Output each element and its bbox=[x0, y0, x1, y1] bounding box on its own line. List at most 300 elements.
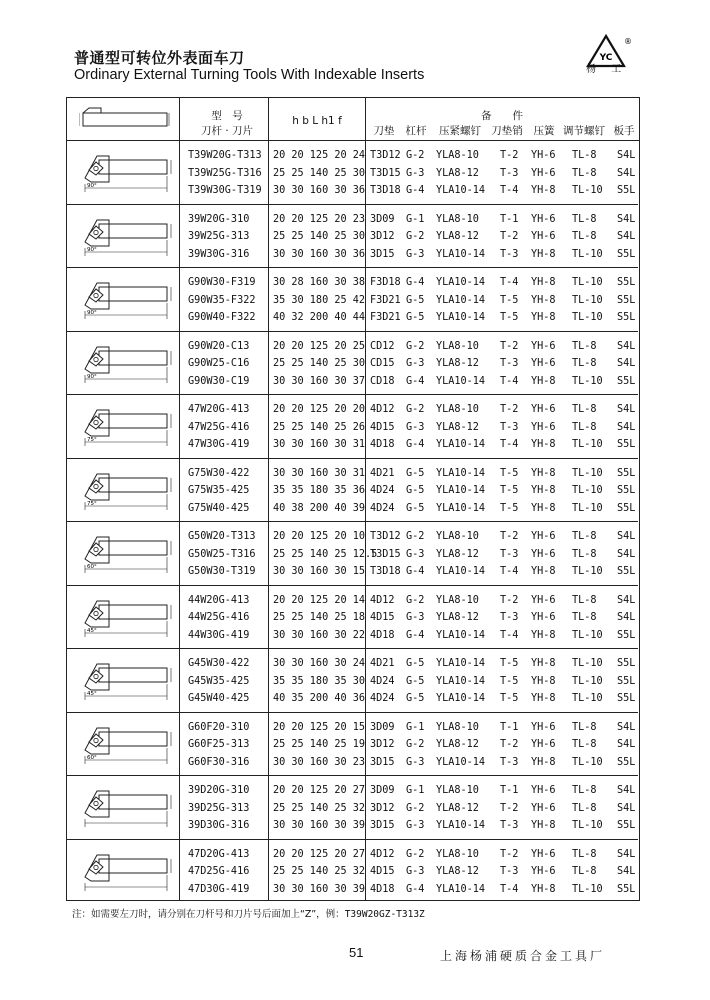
table-row bbox=[67, 312, 638, 329]
clamp-screw-cell: YLA8-10 bbox=[436, 594, 479, 606]
wrench-cell: S4L bbox=[617, 739, 636, 750]
model-cell: 47W25G-416 bbox=[188, 421, 250, 433]
model-cell: G90W20-C13 bbox=[188, 340, 250, 352]
header-col-wrench: 板手 bbox=[613, 125, 635, 137]
lever-cell: G-4 bbox=[406, 629, 425, 641]
pad-cell: CD15 bbox=[370, 358, 395, 369]
dimensions-cell: 20 20 125 20 27 bbox=[273, 785, 366, 796]
wrench-cell: S4L bbox=[617, 531, 636, 542]
pad-cell: T3D12 bbox=[370, 150, 401, 161]
pad-pin-cell: T-2 bbox=[500, 594, 519, 606]
dimensions-cell: 30 30 160 30 37 bbox=[273, 375, 366, 387]
model-cell: 44W20G-413 bbox=[188, 594, 250, 606]
model-cell: G75W35-425 bbox=[188, 485, 250, 496]
table-row bbox=[67, 439, 638, 456]
table-row bbox=[67, 820, 638, 837]
pad-pin-cell: T-1 bbox=[500, 785, 519, 796]
dimensions-cell: 25 25 140 25 30 bbox=[273, 231, 366, 242]
header-col-screw: 压紧螺钉 bbox=[439, 125, 481, 137]
spring-cell: YH-8 bbox=[531, 820, 556, 831]
product-table bbox=[66, 97, 640, 901]
dimensions-cell: 20 20 125 20 24 bbox=[273, 150, 366, 161]
dimensions-cell: 40 32 200 40 44 bbox=[273, 312, 366, 323]
svg-text:90°: 90° bbox=[87, 373, 97, 380]
adjust-screw-cell: TL-10 bbox=[572, 658, 603, 669]
lever-cell: G-3 bbox=[406, 820, 425, 831]
dimensions-cell: 30 30 160 30 22 bbox=[273, 629, 366, 641]
lever-cell: G-4 bbox=[406, 439, 425, 450]
adjust-screw-cell: TL-8 bbox=[572, 404, 597, 415]
table-row bbox=[67, 785, 638, 802]
lever-cell: G-5 bbox=[406, 312, 425, 323]
lever-cell: G-2 bbox=[406, 848, 425, 860]
clamp-screw-cell: YLA10-14 bbox=[436, 693, 486, 704]
pad-cell: 4D21 bbox=[370, 658, 395, 669]
clamp-screw-cell: YLA10-14 bbox=[436, 675, 486, 687]
lever-cell: G-5 bbox=[406, 693, 425, 704]
model-cell: 47D25G-416 bbox=[188, 866, 250, 877]
adjust-screw-cell: TL-8 bbox=[572, 866, 597, 877]
model-cell: G90W30-C19 bbox=[188, 375, 250, 387]
wrench-cell: S5L bbox=[617, 693, 636, 704]
lever-cell: G-4 bbox=[406, 185, 425, 196]
table-row bbox=[67, 739, 638, 756]
pad-cell: CD18 bbox=[370, 375, 395, 387]
pad-pin-cell: T-2 bbox=[500, 531, 519, 542]
table-row bbox=[67, 422, 638, 439]
dimensions-cell: 35 35 180 35 36 bbox=[273, 485, 366, 496]
dimensions-cell: 30 30 160 30 31 bbox=[273, 467, 366, 479]
svg-text:YC: YC bbox=[599, 53, 613, 63]
header-dims: h b L h1 f bbox=[292, 115, 342, 127]
spring-cell: YH-8 bbox=[531, 294, 556, 306]
clamp-screw-cell: YLA10-14 bbox=[436, 277, 486, 288]
wrench-cell: S4L bbox=[617, 213, 636, 225]
pad-pin-cell: T-4 bbox=[500, 883, 519, 895]
adjust-screw-cell: TL-10 bbox=[572, 756, 603, 768]
clamp-screw-cell: YLA8-10 bbox=[436, 721, 479, 733]
pad-cell: 3D09 bbox=[370, 721, 395, 733]
model-cell: 44W25G-416 bbox=[188, 612, 250, 623]
wrench-cell: S4L bbox=[617, 548, 636, 560]
model-cell: 44W30G-419 bbox=[188, 629, 250, 641]
adjust-screw-cell: TL-10 bbox=[572, 675, 603, 687]
adjust-screw-cell: TL-10 bbox=[572, 693, 603, 704]
lever-cell: G-4 bbox=[406, 566, 425, 577]
svg-text:90°: 90° bbox=[87, 310, 97, 316]
clamp-screw-cell: YLA8-12 bbox=[436, 421, 479, 433]
spring-cell: YH-8 bbox=[531, 439, 556, 450]
spring-cell: YH-6 bbox=[531, 594, 556, 606]
pad-cell: 4D15 bbox=[370, 421, 395, 433]
spring-cell: YH-6 bbox=[531, 785, 556, 796]
tool-group bbox=[67, 521, 638, 585]
tool-group bbox=[67, 712, 638, 776]
tool-group bbox=[67, 394, 638, 458]
svg-text:60°: 60° bbox=[87, 564, 97, 570]
tool-group bbox=[67, 267, 638, 331]
dimensions-cell: 30 30 160 30 39 bbox=[273, 820, 366, 831]
adjust-screw-cell: TL-10 bbox=[572, 485, 603, 496]
spring-cell: YH-6 bbox=[531, 167, 556, 179]
header-parts-label: 备 件 bbox=[481, 110, 523, 122]
wrench-cell: S5L bbox=[617, 439, 636, 450]
adjust-screw-cell: TL-10 bbox=[572, 883, 603, 895]
adjust-screw-cell: TL-10 bbox=[572, 185, 603, 196]
adjust-screw-cell: TL-10 bbox=[572, 375, 603, 387]
table-row bbox=[67, 722, 638, 739]
header-col-spring: 压簧 bbox=[533, 125, 555, 137]
clamp-screw-cell: YLA8-12 bbox=[436, 358, 479, 369]
dimensions-cell: 25 25 140 25 30 bbox=[273, 167, 366, 179]
tool-group bbox=[67, 458, 638, 522]
dimensions-cell: 40 38 200 40 39 bbox=[273, 502, 366, 514]
model-cell: G60F25-313 bbox=[188, 739, 250, 750]
adjust-screw-cell: TL-8 bbox=[572, 421, 597, 433]
pad-cell: 4D15 bbox=[370, 612, 395, 623]
pad-cell: 3D12 bbox=[370, 231, 395, 242]
dimensions-cell: 30 30 160 30 23 bbox=[273, 756, 366, 768]
pad-cell: 3D09 bbox=[370, 213, 395, 225]
page-number: 51 bbox=[349, 945, 364, 960]
clamp-screw-cell: YLA8-10 bbox=[436, 531, 479, 542]
table-row bbox=[67, 468, 638, 485]
model-cell: 39W20G-310 bbox=[188, 213, 250, 225]
adjust-screw-cell: TL-10 bbox=[572, 312, 603, 323]
dimensions-cell: 30 30 160 30 24 bbox=[273, 658, 366, 669]
model-cell: 39W30G-316 bbox=[188, 248, 250, 260]
wrench-cell: S4L bbox=[617, 721, 636, 733]
pad-pin-cell: T-5 bbox=[500, 675, 519, 687]
pad-pin-cell: T-1 bbox=[500, 721, 519, 733]
dimensions-cell: 20 20 125 20 15 bbox=[273, 721, 366, 733]
pad-pin-cell: T-3 bbox=[500, 358, 519, 369]
adjust-screw-cell: TL-8 bbox=[572, 848, 597, 860]
wrench-cell: S4L bbox=[617, 594, 636, 606]
clamp-screw-cell: YLA8-10 bbox=[436, 848, 479, 860]
wrench-cell: S4L bbox=[617, 358, 636, 369]
dimensions-cell: 40 35 200 40 36 bbox=[273, 693, 366, 704]
adjust-screw-cell: TL-8 bbox=[572, 150, 597, 161]
wrench-cell: S4L bbox=[617, 150, 636, 161]
tool-group bbox=[67, 648, 638, 712]
clamp-screw-cell: YLA8-12 bbox=[436, 612, 479, 623]
adjust-screw-cell: TL-8 bbox=[572, 231, 597, 242]
adjust-screw-cell: TL-8 bbox=[572, 358, 597, 369]
adjust-screw-cell: TL-8 bbox=[572, 213, 597, 225]
pad-pin-cell: T-2 bbox=[500, 340, 519, 352]
wrench-cell: S5L bbox=[617, 658, 636, 669]
table-row bbox=[67, 500, 638, 520]
pad-cell: T3D18 bbox=[370, 566, 401, 577]
pad-cell: 3D12 bbox=[370, 802, 395, 814]
lever-cell: G-5 bbox=[406, 658, 425, 669]
lever-cell: G-2 bbox=[406, 150, 425, 161]
pad-pin-cell: T-4 bbox=[500, 439, 519, 450]
wrench-cell: S4L bbox=[617, 848, 636, 860]
clamp-screw-cell: YLA10-14 bbox=[436, 185, 486, 196]
table-row bbox=[67, 754, 638, 774]
spring-cell: YH-6 bbox=[531, 358, 556, 369]
model-cell: G60F30-316 bbox=[188, 756, 250, 768]
svg-text:90°: 90° bbox=[87, 246, 97, 253]
lever-cell: G-1 bbox=[406, 785, 425, 796]
svg-text:45°: 45° bbox=[87, 627, 97, 634]
footnote bbox=[72, 906, 425, 920]
adjust-screw-cell: TL-10 bbox=[572, 502, 603, 514]
lever-cell: G-2 bbox=[406, 231, 425, 242]
clamp-screw-cell: YLA8-12 bbox=[436, 802, 479, 814]
dimensions-cell: 20 20 125 20 27 bbox=[273, 848, 366, 860]
spring-cell: YH-8 bbox=[531, 312, 556, 323]
model-cell: T39W20G-T313 bbox=[188, 150, 262, 161]
pad-pin-cell: T-3 bbox=[500, 756, 519, 768]
dimensions-cell: 25 25 140 25 30 bbox=[273, 358, 366, 369]
table-row bbox=[67, 627, 638, 647]
lever-cell: G-2 bbox=[406, 340, 425, 352]
wrench-cell: S4L bbox=[617, 404, 636, 415]
pad-pin-cell: T-4 bbox=[500, 277, 519, 288]
clamp-screw-cell: YLA10-14 bbox=[436, 502, 486, 514]
tool-group bbox=[67, 585, 638, 649]
clamp-screw-cell: YLA8-12 bbox=[436, 739, 479, 750]
adjust-screw-cell: TL-10 bbox=[572, 566, 603, 577]
clamp-screw-cell: YLA10-14 bbox=[436, 294, 486, 306]
adjust-screw-cell: TL-10 bbox=[572, 294, 603, 306]
spring-cell: YH-6 bbox=[531, 421, 556, 433]
spring-cell: YH-6 bbox=[531, 340, 556, 352]
model-cell: G90W35-F322 bbox=[188, 294, 256, 306]
wrench-cell: S5L bbox=[617, 629, 636, 641]
lever-cell: G-2 bbox=[406, 531, 425, 542]
adjust-screw-cell: TL-10 bbox=[572, 467, 603, 479]
pad-pin-cell: T-5 bbox=[500, 658, 519, 669]
clamp-screw-cell: YLA8-10 bbox=[436, 785, 479, 796]
spring-cell: YH-8 bbox=[531, 277, 556, 288]
table-row bbox=[67, 884, 638, 901]
clamp-screw-cell: YLA8-12 bbox=[436, 167, 479, 179]
dimensions-cell: 25 25 140 25 12.5 bbox=[273, 548, 378, 560]
dimensions-cell: 35 30 180 25 42 bbox=[273, 294, 366, 306]
dimensions-cell: 25 25 140 25 18 bbox=[273, 612, 366, 623]
table-row bbox=[67, 531, 638, 548]
footnote-example: T39W20GZ-T313Z bbox=[344, 909, 425, 920]
table-row bbox=[67, 676, 638, 693]
dimensions-cell: 35 35 180 35 30 bbox=[273, 675, 366, 687]
wrench-cell: S4L bbox=[617, 866, 636, 877]
pad-pin-cell: T-5 bbox=[500, 294, 519, 306]
adjust-screw-cell: TL-10 bbox=[572, 820, 603, 831]
dimensions-cell: 30 28 160 30 38 bbox=[273, 277, 366, 288]
wrench-cell: S4L bbox=[617, 612, 636, 623]
wrench-cell: S5L bbox=[617, 485, 636, 496]
spring-cell: YH-6 bbox=[531, 848, 556, 860]
header-col-pin: 刀垫销 bbox=[491, 125, 523, 137]
clamp-screw-cell: YLA10-14 bbox=[436, 485, 486, 496]
pad-pin-cell: T-3 bbox=[500, 167, 519, 179]
pad-pin-cell: T-5 bbox=[500, 485, 519, 496]
pad-pin-cell: T-5 bbox=[500, 312, 519, 323]
spring-cell: YH-6 bbox=[531, 612, 556, 623]
header-col-lever: 杠杆 bbox=[405, 125, 427, 137]
header-type-sub: 刀杆 · 刀片 bbox=[200, 125, 253, 137]
spring-cell: YH-8 bbox=[531, 658, 556, 669]
dimensions-cell: 30 30 160 30 39 bbox=[273, 883, 366, 895]
pad-cell: 4D12 bbox=[370, 594, 395, 606]
adjust-screw-cell: TL-8 bbox=[572, 612, 597, 623]
dimensions-cell: 25 25 140 25 32 bbox=[273, 802, 366, 814]
pad-cell: 4D24 bbox=[370, 693, 395, 704]
adjust-screw-cell: TL-8 bbox=[572, 167, 597, 179]
clamp-screw-cell: YLA8-12 bbox=[436, 231, 479, 242]
pad-cell: 4D15 bbox=[370, 866, 395, 877]
model-cell: G45W35-425 bbox=[188, 675, 250, 687]
spring-cell: YH-8 bbox=[531, 502, 556, 514]
lever-cell: G-4 bbox=[406, 375, 425, 387]
clamp-screw-cell: YLA10-14 bbox=[436, 658, 486, 669]
adjust-screw-cell: TL-8 bbox=[572, 594, 597, 606]
pad-pin-cell: T-2 bbox=[500, 150, 519, 161]
spring-cell: YH-8 bbox=[531, 566, 556, 577]
model-cell: G45W40-425 bbox=[188, 693, 250, 704]
spring-cell: YH-6 bbox=[531, 150, 556, 161]
table-row bbox=[67, 404, 638, 421]
pad-cell: 4D18 bbox=[370, 883, 395, 895]
table-row bbox=[67, 168, 638, 185]
table-row bbox=[67, 214, 638, 231]
wrench-cell: S5L bbox=[617, 312, 636, 323]
pad-cell: T3D15 bbox=[370, 548, 401, 560]
wrench-cell: S5L bbox=[617, 248, 636, 260]
pad-cell: T3D15 bbox=[370, 167, 401, 179]
lever-cell: G-3 bbox=[406, 756, 425, 768]
lever-cell: G-2 bbox=[406, 594, 425, 606]
spring-cell: YH-8 bbox=[531, 629, 556, 641]
pad-cell: T3D18 bbox=[370, 185, 401, 196]
logo-caption: 杨 工 bbox=[586, 64, 628, 75]
table-row bbox=[67, 231, 638, 248]
clamp-screw-cell: YLA10-14 bbox=[436, 883, 486, 895]
adjust-screw-cell: TL-8 bbox=[572, 340, 597, 352]
spring-cell: YH-6 bbox=[531, 231, 556, 242]
pad-pin-cell: T-3 bbox=[500, 248, 519, 260]
clamp-screw-cell: YLA8-10 bbox=[436, 404, 479, 415]
lever-cell: G-3 bbox=[406, 548, 425, 560]
pad-cell: 4D24 bbox=[370, 675, 395, 687]
pad-pin-cell: T-5 bbox=[500, 467, 519, 479]
clamp-screw-cell: YLA10-14 bbox=[436, 312, 486, 323]
spring-cell: YH-8 bbox=[531, 756, 556, 768]
lever-cell: G-5 bbox=[406, 467, 425, 479]
lever-cell: G-5 bbox=[406, 294, 425, 306]
clamp-screw-cell: YLA10-14 bbox=[436, 756, 486, 768]
svg-text:75°: 75° bbox=[87, 437, 97, 443]
pad-pin-cell: T-2 bbox=[500, 404, 519, 415]
lever-cell: G-2 bbox=[406, 404, 425, 415]
spring-cell: YH-6 bbox=[531, 213, 556, 225]
table-row bbox=[67, 612, 638, 629]
model-cell: 47W30G-419 bbox=[188, 439, 250, 450]
table-row bbox=[67, 373, 638, 393]
header-col-pad: 刀垫 bbox=[373, 125, 395, 137]
wrench-cell: S5L bbox=[617, 566, 636, 577]
table-row bbox=[67, 185, 638, 202]
table-row bbox=[67, 566, 638, 583]
pad-pin-cell: T-3 bbox=[500, 866, 519, 877]
table-row bbox=[67, 277, 638, 294]
spring-cell: YH-8 bbox=[531, 675, 556, 687]
svg-text:60°: 60° bbox=[87, 754, 97, 761]
clamp-screw-cell: YLA10-14 bbox=[436, 248, 486, 260]
lever-cell: G-1 bbox=[406, 213, 425, 225]
table-row bbox=[67, 803, 638, 820]
clamp-screw-cell: YLA10-14 bbox=[436, 439, 486, 450]
model-cell: 39D25G-313 bbox=[188, 802, 250, 814]
pad-cell: CD12 bbox=[370, 340, 395, 352]
model-cell: G50W30-T319 bbox=[188, 566, 256, 577]
model-cell: 39W25G-313 bbox=[188, 231, 250, 242]
pad-cell: 4D12 bbox=[370, 404, 395, 415]
pad-cell: 3D15 bbox=[370, 756, 395, 768]
pad-pin-cell: T-4 bbox=[500, 375, 519, 387]
dimensions-cell: 30 30 160 30 36 bbox=[273, 248, 366, 260]
spring-cell: YH-8 bbox=[531, 185, 556, 196]
footnote-text: 注：如需要左刀时，请分别在刀杆号和刀片号后面加上“Z”，例： bbox=[72, 909, 345, 920]
spring-cell: YH-8 bbox=[531, 248, 556, 260]
header-tool-diagram bbox=[79, 104, 171, 134]
tool-group bbox=[67, 331, 638, 395]
pad-pin-cell: T-2 bbox=[500, 739, 519, 750]
pad-cell: 4D21 bbox=[370, 467, 395, 479]
lever-cell: G-2 bbox=[406, 739, 425, 750]
dimensions-cell: 20 20 125 20 25 bbox=[273, 340, 366, 352]
pad-cell: F3D21 bbox=[370, 294, 401, 306]
table-row bbox=[67, 341, 638, 358]
model-cell: G90W30-F319 bbox=[188, 277, 256, 288]
adjust-screw-cell: TL-8 bbox=[572, 739, 597, 750]
lever-cell: G-3 bbox=[406, 612, 425, 623]
model-cell: G75W30-422 bbox=[188, 467, 250, 479]
lever-cell: G-5 bbox=[406, 502, 425, 514]
pad-cell: T3D12 bbox=[370, 531, 401, 542]
wrench-cell: S5L bbox=[617, 375, 636, 387]
table-row bbox=[67, 549, 638, 566]
dimensions-cell: 25 25 140 25 19 bbox=[273, 739, 366, 750]
clamp-screw-cell: YLA8-10 bbox=[436, 340, 479, 352]
tool-group bbox=[67, 839, 638, 903]
dimensions-cell: 30 30 160 30 31 bbox=[273, 439, 366, 450]
wrench-cell: S4L bbox=[617, 167, 636, 179]
pad-pin-cell: T-5 bbox=[500, 693, 519, 704]
pad-pin-cell: T-5 bbox=[500, 502, 519, 514]
page-title-en: Ordinary External Turning Tools With Indexable Inserts bbox=[74, 67, 425, 83]
adjust-screw-cell: TL-10 bbox=[572, 629, 603, 641]
clamp-screw-cell: YLA10-14 bbox=[436, 375, 486, 387]
adjust-screw-cell: TL-8 bbox=[572, 721, 597, 733]
model-cell: 39D30G-316 bbox=[188, 820, 250, 831]
spring-cell: YH-6 bbox=[531, 548, 556, 560]
spring-cell: YH-6 bbox=[531, 721, 556, 733]
clamp-screw-cell: YLA8-10 bbox=[436, 150, 479, 161]
wrench-cell: S5L bbox=[617, 675, 636, 687]
wrench-cell: S5L bbox=[617, 467, 636, 479]
model-cell: 39D20G-310 bbox=[188, 785, 250, 796]
page-title-cn: 普通型可转位外表面车刀 bbox=[74, 49, 245, 67]
model-cell: T39W25G-T316 bbox=[188, 167, 262, 179]
dimensions-cell: 20 20 125 20 20 bbox=[273, 404, 366, 415]
pad-cell: 4D12 bbox=[370, 848, 395, 860]
lever-cell: G-2 bbox=[406, 802, 425, 814]
